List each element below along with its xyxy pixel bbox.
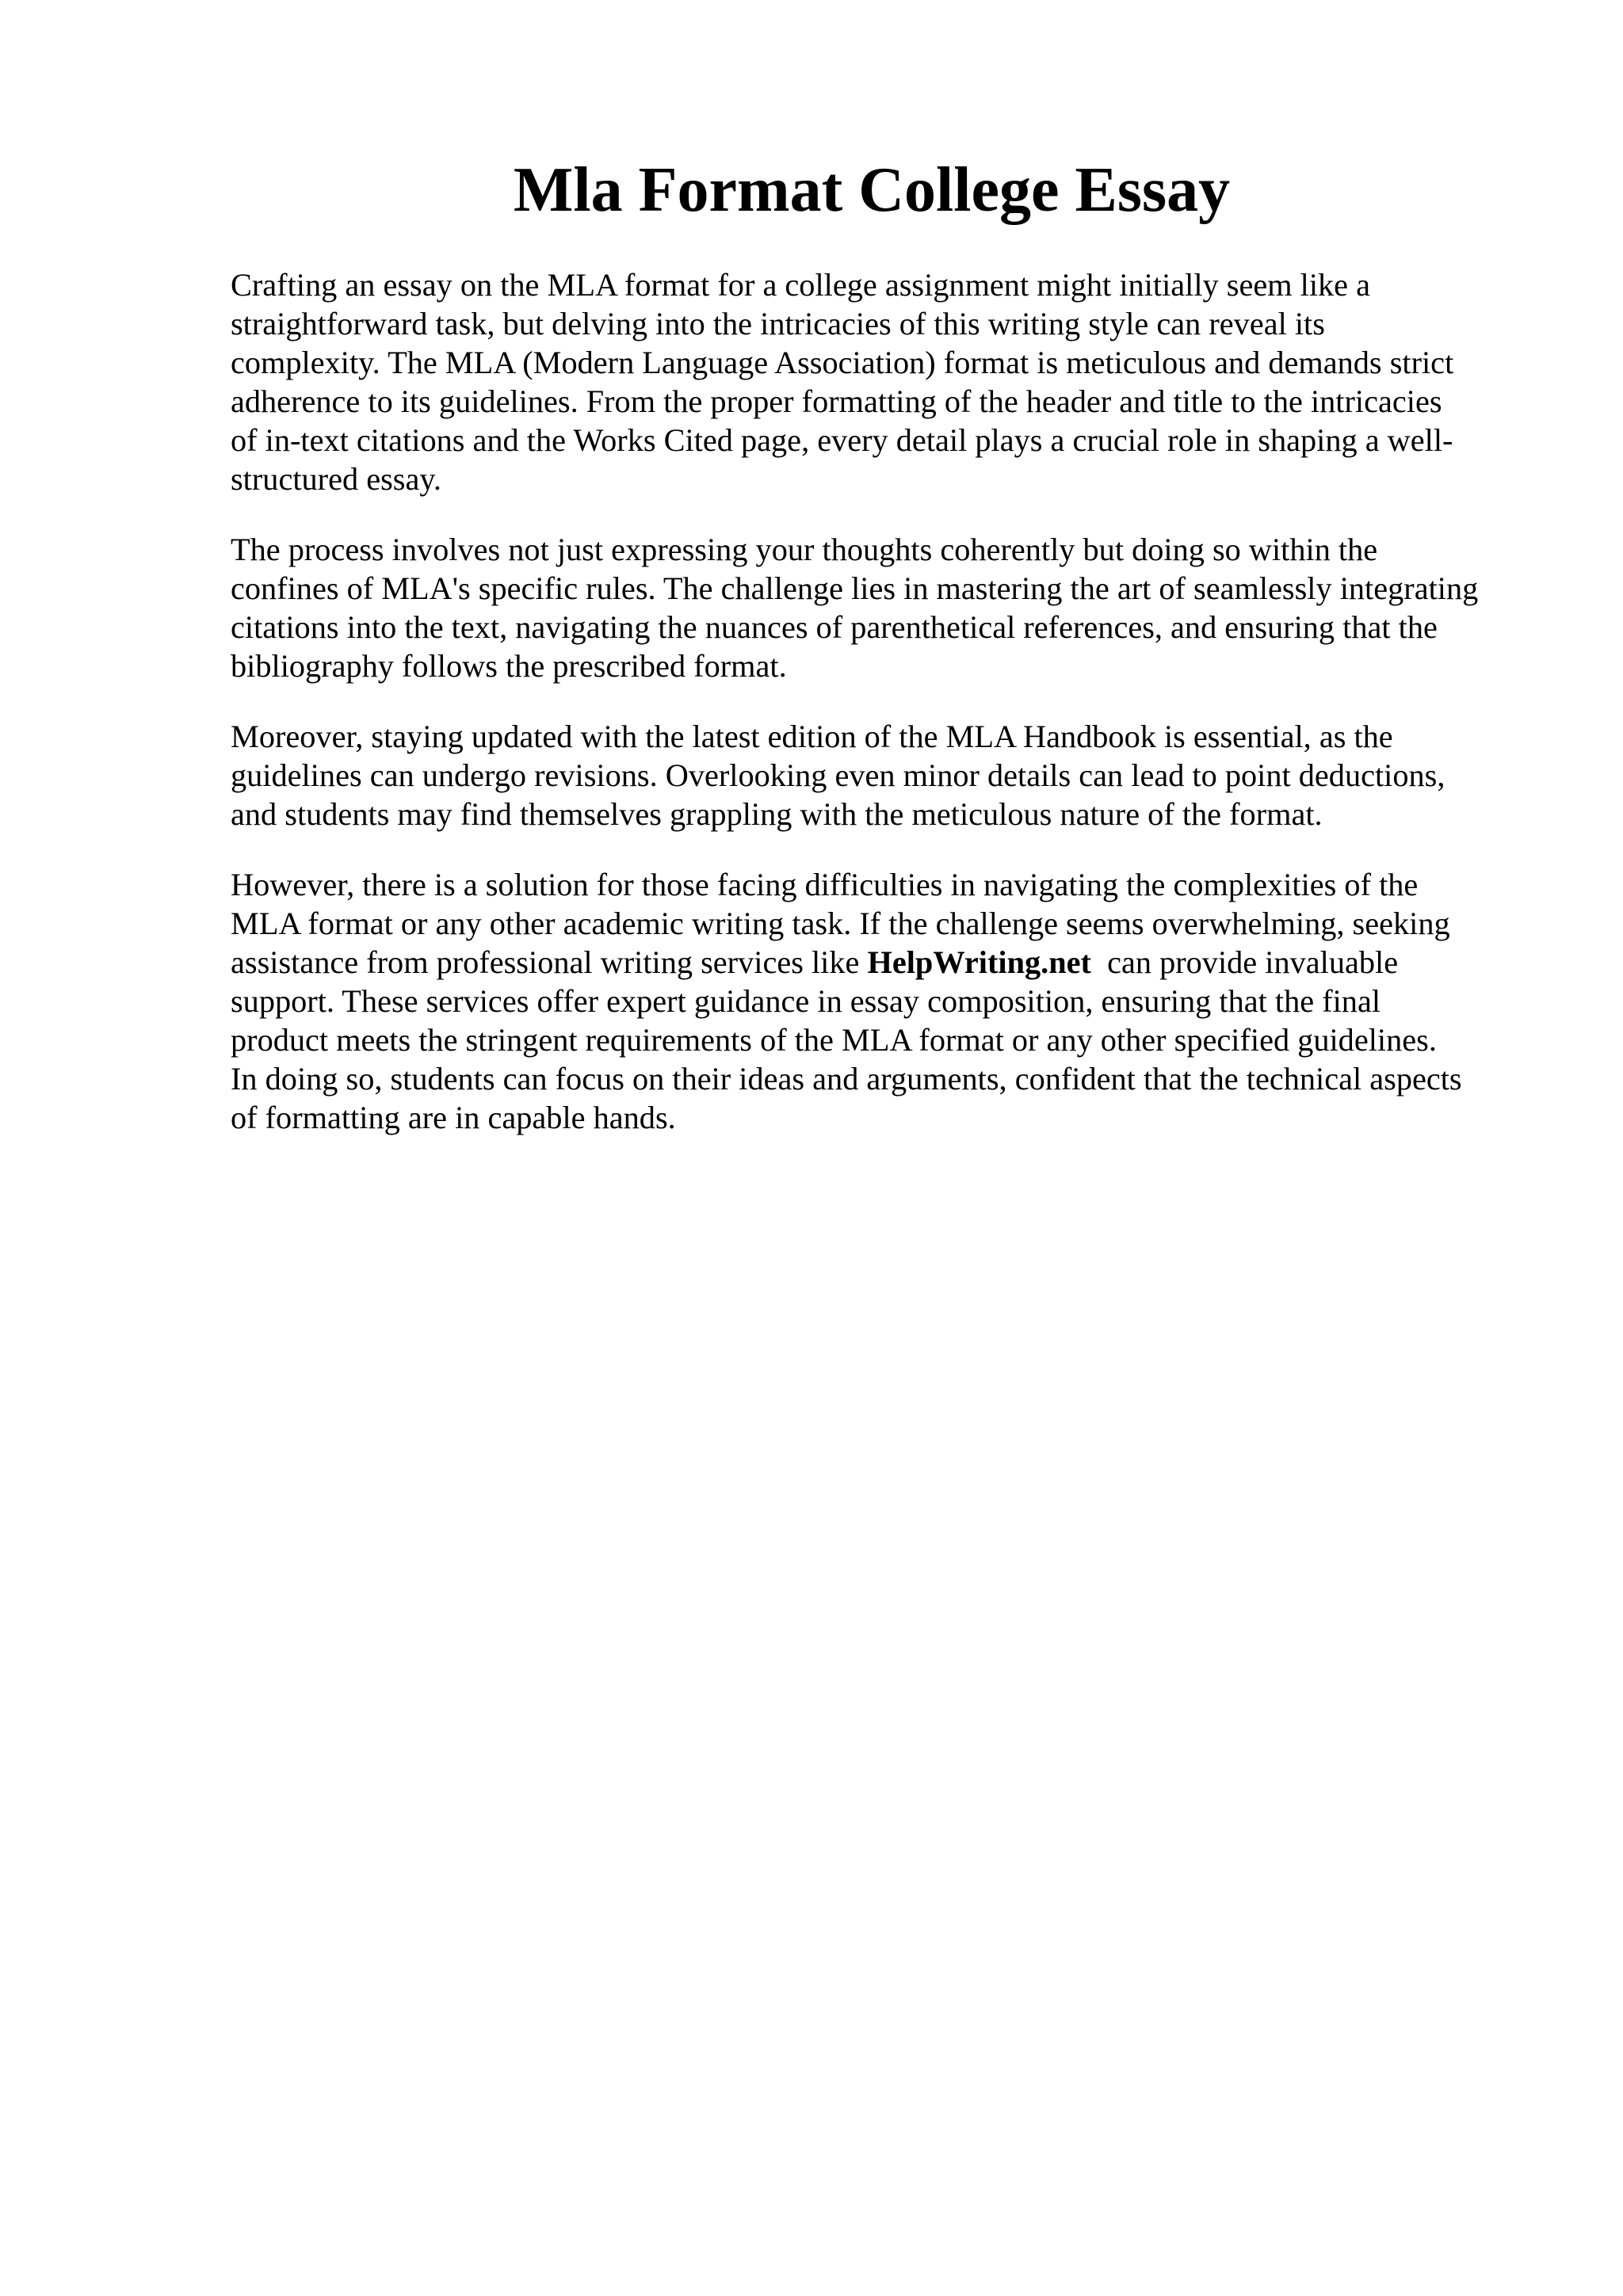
text-line: of formatting are in capable hands. [231,1100,676,1135]
text-segment: assistance from professional writing services like [231,944,868,980]
text-line: MLA format or any other academic writing task. If the challenge seems overwhelming, seeking [231,906,1450,941]
text-line: However, there is a solution for those facing difficulties in navigating the complexities of the [231,867,1419,902]
text-line: of in-text citations and the Works Cited page, every detail plays a crucial role in shaping a well- [231,422,1453,458]
text-line: Moreover, staying updated with the latest edition of the MLA Handbook is essential, as the [231,719,1393,754]
document-title: Mla Format College Essay [513,155,1231,225]
paragraph-3 [231,717,1530,833]
text-line: Crafting an essay on the MLA format for a college assignment might initially seem like a [231,267,1371,303]
text-line: support. These services offer expert guidance in essay composition, ensuring that the final [231,983,1381,1019]
paragraph-1 [231,265,1530,498]
paragraph-4 [231,865,1530,1137]
text-line: bibliography follows the prescribed format. [231,648,787,684]
text-line: and students may find themselves grappling with the meticulous nature of the format. [231,796,1323,832]
text-line: The process involves not just expressing your thoughts coherently but doing so within the [231,532,1378,567]
text-line: product meets the stringent requirements of the MLA format or any other specified guidelines. [231,1022,1437,1058]
helpwriting-link[interactable]: HelpWriting.net [867,944,1091,980]
paragraph-2 [231,530,1530,685]
text-line: straightforward task, but delving into the intricacies of this writing style can reveal its [231,306,1325,341]
text-line: In doing so, students can focus on their ideas and arguments, confident that the technical aspects [231,1061,1462,1097]
text-line: confines of MLA's specific rules. The challenge lies in mastering the art of seamlessly integrating [231,570,1479,606]
text-line: citations into the text, navigating the nuances of parenthetical references, and ensuring that the [231,609,1438,645]
text-segment: can provide invaluable [1090,944,1399,980]
document-body [231,265,1530,1169]
text-line: adherence to its guidelines. From the proper formatting of the header and title to the intricacies [231,383,1442,419]
text-line: structured essay. [231,461,441,497]
text-line-with-link [231,943,1530,982]
text-line: complexity. The MLA (Modern Language Association) format is meticulous and demands strict [231,345,1454,380]
text-line: guidelines can undergo revisions. Overlooking even minor details can lead to point deductions, [231,757,1445,793]
